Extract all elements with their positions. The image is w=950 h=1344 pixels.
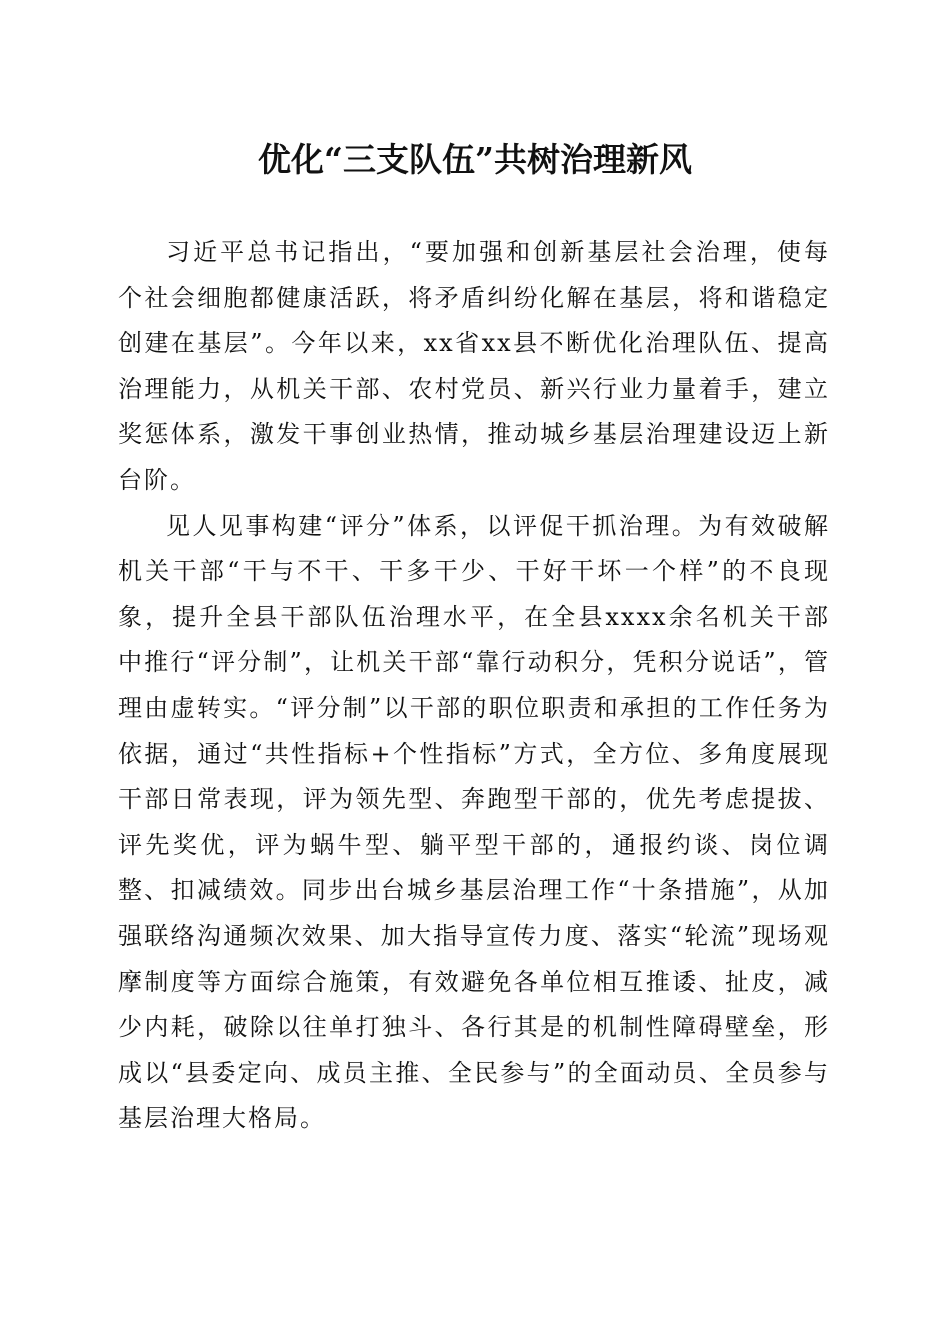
document-title: 优化“三支队伍”共树治理新风 [258, 140, 692, 179]
paragraph-intro: 习近平总书记指出，“要加强和创新基层社会治理，使每个社会细胞都健康活跃，将矛盾纠纷化解在基层，将和谐稳定创建在基层”。今年以来，xx省xx县不断优化治理队伍、提高治理能力，从机关干部、农村党员、新兴行业力量着手，建立奖惩体系，激发干事创业热情，推动城乡基层治理建设迈上新台阶。 [118, 238, 830, 494]
paragraph-scoring-system: 见人见事构建“评分”体系，以评促干抓治理。为有效破解机关干部“干与不干、干多干少、干好干坏一个样”的不良现象，提升全县干部队伍治理水平，在全县xxxx余名机关干部中推行“评分制”，让机关干部“靠行动积分，凭积分说话”，管理由虚转实。“评分制”以干部的职位职责和承担的工作任务为依据，通过“共性指标+个性指标”方式，全方位、多角度展现干部日常表现，评为领先型、奔跑型干部的，优先考虑提拔、评先奖优，评为蜗牛型、躺平型干部的，通报约谈、岗位调整、扣减绩效。同步出台城乡基层治理工作“十条措施”，从加强联络沟通频次效果、加大指导宣传力度、落实“轮流”现场观摩制度等方面综合施策，有效避免各单位相互推诿、扯皮，减少内耗，破除以往单打独斗、各行其是的机制性障碍壁垒，形成以“县委定向、成员主推、全民参与”的全面动员、全员参与基层治理大格局。 [118, 511, 830, 1133]
document-body [118, 230, 830, 1142]
